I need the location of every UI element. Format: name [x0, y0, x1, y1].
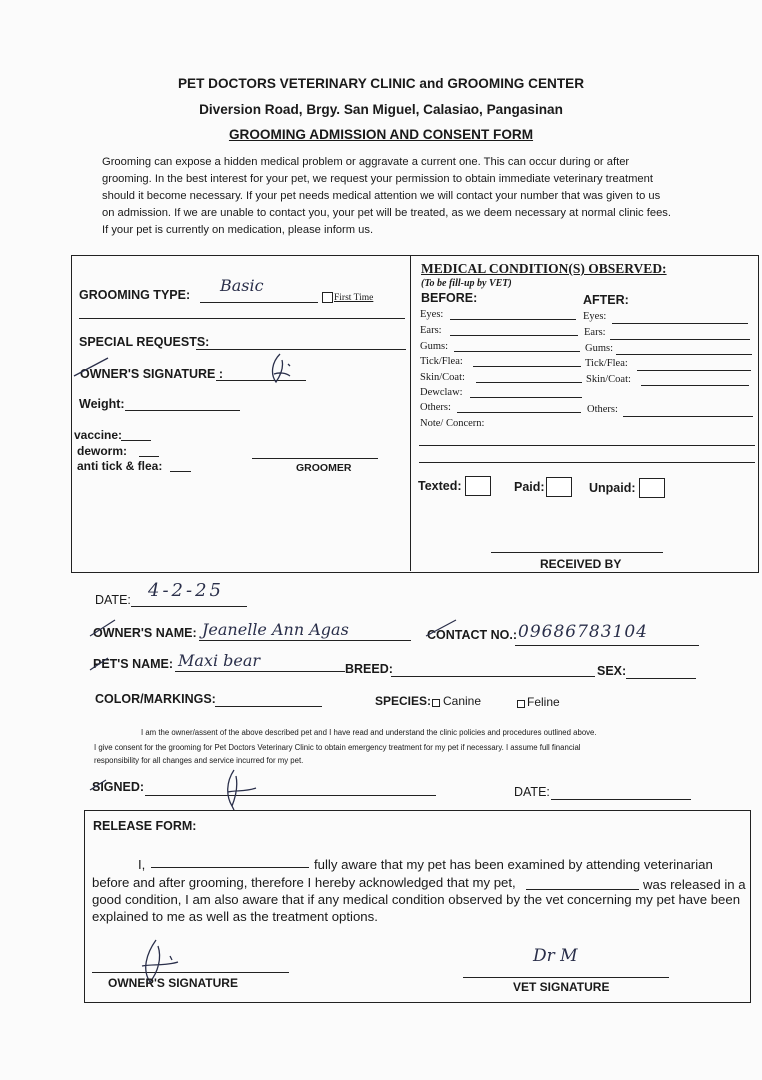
signed-signature-scribble-icon: [222, 766, 260, 812]
color-markings-label: COLOR/MARKINGS:: [95, 692, 216, 706]
consent-line-1: I am the owner/assent of the above described pet and I have read and understand the clinic policies and procedures outlined above.: [141, 728, 597, 737]
special-requests-label: SPECIAL REQUESTS:: [79, 335, 210, 349]
contact-value[interactable]: 09686783104: [518, 622, 648, 642]
after-label: AFTER:: [583, 293, 629, 307]
after-ears: Ears:: [584, 327, 606, 338]
before-label: BEFORE:: [421, 291, 478, 305]
release-line4: explained to me as well as the treatment options.: [92, 909, 378, 924]
texted-label: Texted:: [418, 479, 462, 493]
breed-label: BREED:: [345, 662, 393, 676]
pet-name-value[interactable]: Maxi bear: [178, 651, 261, 670]
release-line3: good condition, I am also aware that if any medical condition observed by the vet concerning my pet have been: [92, 892, 741, 907]
grooming-type-value[interactable]: Basic: [220, 276, 264, 295]
strike-mark-icon: [88, 652, 110, 672]
before-ears: Ears:: [420, 325, 442, 336]
release-title: RELEASE FORM:: [93, 819, 197, 833]
intro-line-2: grooming. In the best interest for your pet, we request your permission to obtain immediate veterinary treatment: [102, 173, 653, 185]
before-eyes: Eyes:: [420, 309, 444, 320]
release-line1-suffix: fully aware that my pet has been examined by attending veterinarian: [314, 857, 713, 872]
clinic-name: PET DOCTORS VETERINARY CLINIC and GROOMING CENTER: [177, 76, 585, 91]
date-label: DATE:: [95, 593, 131, 607]
consent-date-label: DATE:: [514, 785, 550, 799]
owner-name-value[interactable]: Jeanelle Ann Agas: [202, 620, 349, 639]
vet-signature-label: VET SIGNATURE: [513, 980, 610, 994]
release-line2-suffix: was released in a: [643, 877, 746, 892]
paid-label: Paid:: [514, 480, 545, 494]
owner-release-signature-label: OWNER'S SIGNATURE: [108, 976, 238, 990]
after-skin-coat: Skin/Coat:: [586, 374, 631, 385]
before-others: Others:: [420, 402, 451, 413]
first-time-checkbox[interactable]: [322, 292, 333, 303]
received-by-label: RECEIVED BY: [540, 557, 622, 571]
intro-line-3: should it become necessary. If your pet needs medical attention we will contact your number that was given to us: [102, 190, 661, 202]
signed-label: SIGNED:: [92, 780, 145, 794]
first-time-label: First Time: [334, 293, 374, 303]
before-gums: Gums:: [420, 341, 449, 352]
texted-checkbox[interactable]: [465, 476, 491, 496]
strike-mark-icon: [72, 354, 112, 378]
owner-signature-scribble-icon: [266, 352, 296, 386]
sex-label: SEX:: [597, 664, 627, 678]
consent-line-2: I give consent for the grooming for Pet Doctors Veterinary Clinic to obtain emergency treatment for my pet if necessary. I assume full financial: [94, 743, 581, 752]
intro-line-1: Grooming can expose a hidden medical problem or aggravate a current one. This can occur during or after: [102, 156, 630, 168]
species-label: SPECIES:: [375, 694, 432, 708]
pet-name-label: PET'S NAME:: [93, 657, 174, 671]
vaccine-label: vaccine:: [74, 428, 123, 442]
strike-mark-icon: [424, 616, 458, 640]
canine-label: Canine: [443, 694, 482, 708]
strike-mark-icon: [88, 616, 118, 640]
clinic-address: Diversion Road, Brgy. San Miguel, Calasiao, Pangasinan: [199, 102, 563, 117]
owner-signature-label: OWNER'S SIGNATURE :: [80, 367, 224, 381]
medical-subtitle: (To be fill-up by VET): [421, 278, 512, 289]
release-line2-prefix: before and after grooming, therefore I hereby acknowledged that my pet,: [92, 875, 516, 890]
after-eyes: Eyes:: [583, 311, 607, 322]
vet-signature-value[interactable]: Dr M: [533, 946, 578, 966]
paid-checkbox[interactable]: [546, 477, 572, 497]
before-dewclaw: Dewclaw:: [420, 387, 463, 398]
release-line1-prefix: I,: [138, 857, 146, 872]
after-gums: Gums:: [585, 343, 614, 354]
contact-label: CONTACT NO.:: [427, 628, 518, 642]
note-concern-label: Note/ Concern:: [420, 418, 485, 429]
unpaid-label: Unpaid:: [589, 481, 636, 495]
after-others: Others:: [587, 404, 618, 415]
deworm-label: deworm:: [77, 444, 128, 458]
strike-mark-icon: [88, 776, 108, 792]
feline-checkbox[interactable]: [517, 700, 525, 708]
owner-name-label: OWNER'S NAME:: [93, 626, 197, 640]
date-value[interactable]: 4-2-25: [148, 580, 224, 601]
canine-checkbox[interactable]: [432, 699, 440, 707]
unpaid-checkbox[interactable]: [639, 478, 665, 498]
consent-line-3: responsibility for all changes and service incurred for my pet.: [94, 756, 304, 765]
admission-box: [71, 255, 759, 573]
form-title: GROOMING ADMISSION AND CONSENT FORM: [228, 127, 534, 142]
antitick-label: anti tick & flea:: [77, 459, 163, 473]
medical-title: MEDICAL CONDITION(S) OBSERVED:: [421, 261, 667, 276]
intro-line-5: If your pet is currently on medication, please inform us.: [102, 224, 374, 236]
weight-label: Weight:: [79, 397, 125, 411]
before-tick-flea: Tick/Flea:: [420, 356, 463, 367]
grooming-type-label: GROOMING TYPE:: [79, 288, 191, 302]
feline-label: Feline: [527, 695, 560, 709]
before-skin-coat: Skin/Coat:: [420, 372, 465, 383]
after-tick-flea: Tick/Flea:: [585, 358, 628, 369]
groomer-label: GROOMER: [296, 462, 352, 474]
intro-line-4: on admission. If we are unable to contact you, your pet will be treated, as we deem necessary at normal clinic fees.: [102, 207, 671, 219]
